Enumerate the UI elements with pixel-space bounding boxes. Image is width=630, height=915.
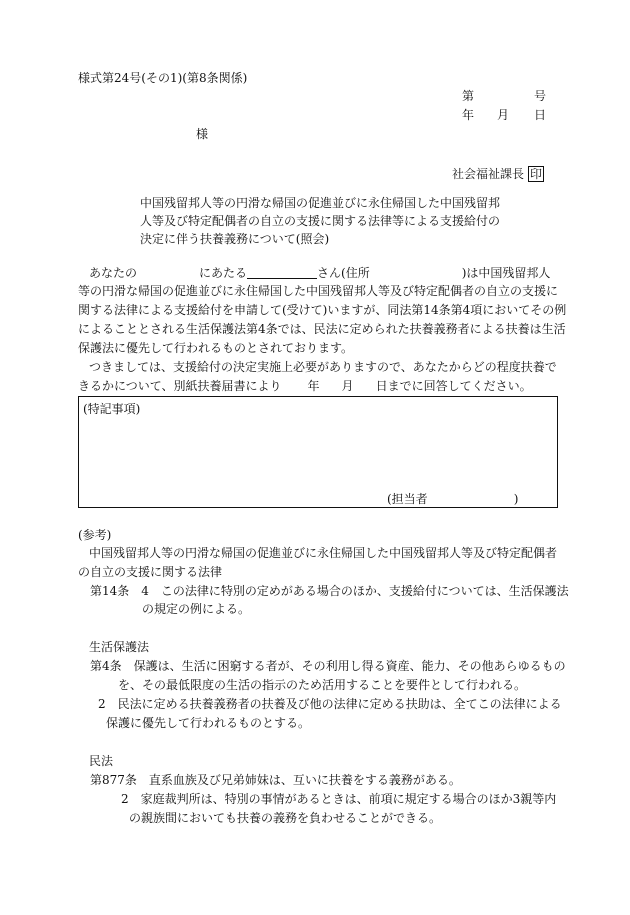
law3-article-b2: の親族間においても扶養の義務を負わせることができる。 xyxy=(129,811,442,825)
reference-heading: (参考) xyxy=(78,528,112,542)
date-month: 月 xyxy=(497,108,510,122)
deadline-month: 月 xyxy=(341,379,354,393)
body-line-4: によることとされる生活保護法第4条では、民法に定められた扶養義務者による扶養は生活 xyxy=(78,322,566,336)
deadline-year: 年 xyxy=(307,379,320,393)
body-text: あなたの xyxy=(89,266,138,280)
special-remarks-label: (特記事項) xyxy=(83,402,141,416)
law2-title: 生活保護法 xyxy=(89,640,150,654)
body-line-5: 保護法に優先して行われるものとされております。 xyxy=(78,341,354,355)
form-number: 様式第24号(その1)(第8条関係) xyxy=(78,71,248,85)
body-line-6: つきましては、支援給付の決定実施上必要がありますので、あなたからどの程度扶養で xyxy=(89,360,557,374)
law2-article-a1: 第4条 保護は、生活に困窮する者が、その利用し得る資産、能力、その他あらゆるもの xyxy=(90,659,566,673)
number-dai: 第 xyxy=(462,89,475,103)
special-remarks-box xyxy=(78,396,558,508)
person-in-charge-label: (担当者 xyxy=(387,492,428,506)
law1-article-2: の規定の例による。 xyxy=(142,602,251,616)
body-text: さん(住所 xyxy=(317,266,370,280)
body-line-3: 関する法律による支援給付を申請して(受けて)いますが、同法第14条第4項においてその例 xyxy=(78,303,567,317)
body-line-7 xyxy=(78,380,532,392)
seal-icon: 印 xyxy=(530,167,543,181)
body-text: )は中国残留邦人 xyxy=(461,266,551,280)
law2-article-a2: を、その最低限度の生活の指示のため活用することを要件として行われる。 xyxy=(118,678,527,692)
body-line-2: 等の円滑な帰国の促進並びに永住帰国した中国残留邦人等及び特定配偶者の自立の支援に xyxy=(78,284,559,298)
number-go: 号 xyxy=(534,89,547,103)
paren-close: ) xyxy=(513,492,519,506)
date-year: 年 xyxy=(462,108,475,122)
law1-title-1: 中国残留邦人等の円滑な帰国の促進並びに永住帰国した中国残留邦人等及び特定配偶者 xyxy=(89,546,558,560)
law2-article-b1: 2 民法に定める扶養義務者の扶養及び他の法律に定める扶助は、全てこの法律による xyxy=(98,697,562,711)
blank-name xyxy=(247,266,317,279)
law3-article-b1: 2 家庭裁判所は、特別の事情があるときは、前項に規定する場合のほか3親等内 xyxy=(121,792,557,806)
law1-article-1: 第14条 4 この法律に特別の定めがある場合のほか、支援給付については、生活保護法 xyxy=(90,584,569,598)
issuer-title: 社会福祉課長 xyxy=(452,167,525,181)
law3-article-a1: 第877条 直系血族及び兄弟姉妹は、互いに扶養をする義務がある。 xyxy=(90,773,461,787)
deadline-day: 日までに回答してください。 xyxy=(375,379,532,393)
addressee-sama: 様 xyxy=(196,127,209,141)
title-line-3: 決定に伴う扶養義務について(照会) xyxy=(140,232,330,246)
law2-article-b2: 保護に優先して行われるものとする。 xyxy=(106,716,311,730)
date-day: 日 xyxy=(534,108,547,122)
person-in-charge xyxy=(387,493,518,505)
law3-title: 民法 xyxy=(89,754,114,768)
title-line-1: 中国残留邦人等の円滑な帰国の促進並びに永住帰国した中国残留邦 xyxy=(140,196,501,210)
law1-title-2: の自立の支援に関する法律 xyxy=(78,565,223,579)
body-line-1 xyxy=(89,266,550,279)
title-line-2: 人等及び特定配偶者の自立の支援に関する法律等による支援給付の xyxy=(140,214,501,228)
issuer xyxy=(452,166,544,182)
body-text: にあたる xyxy=(199,266,248,280)
body-text: きるかについて、別紙扶養届書により xyxy=(78,379,282,393)
